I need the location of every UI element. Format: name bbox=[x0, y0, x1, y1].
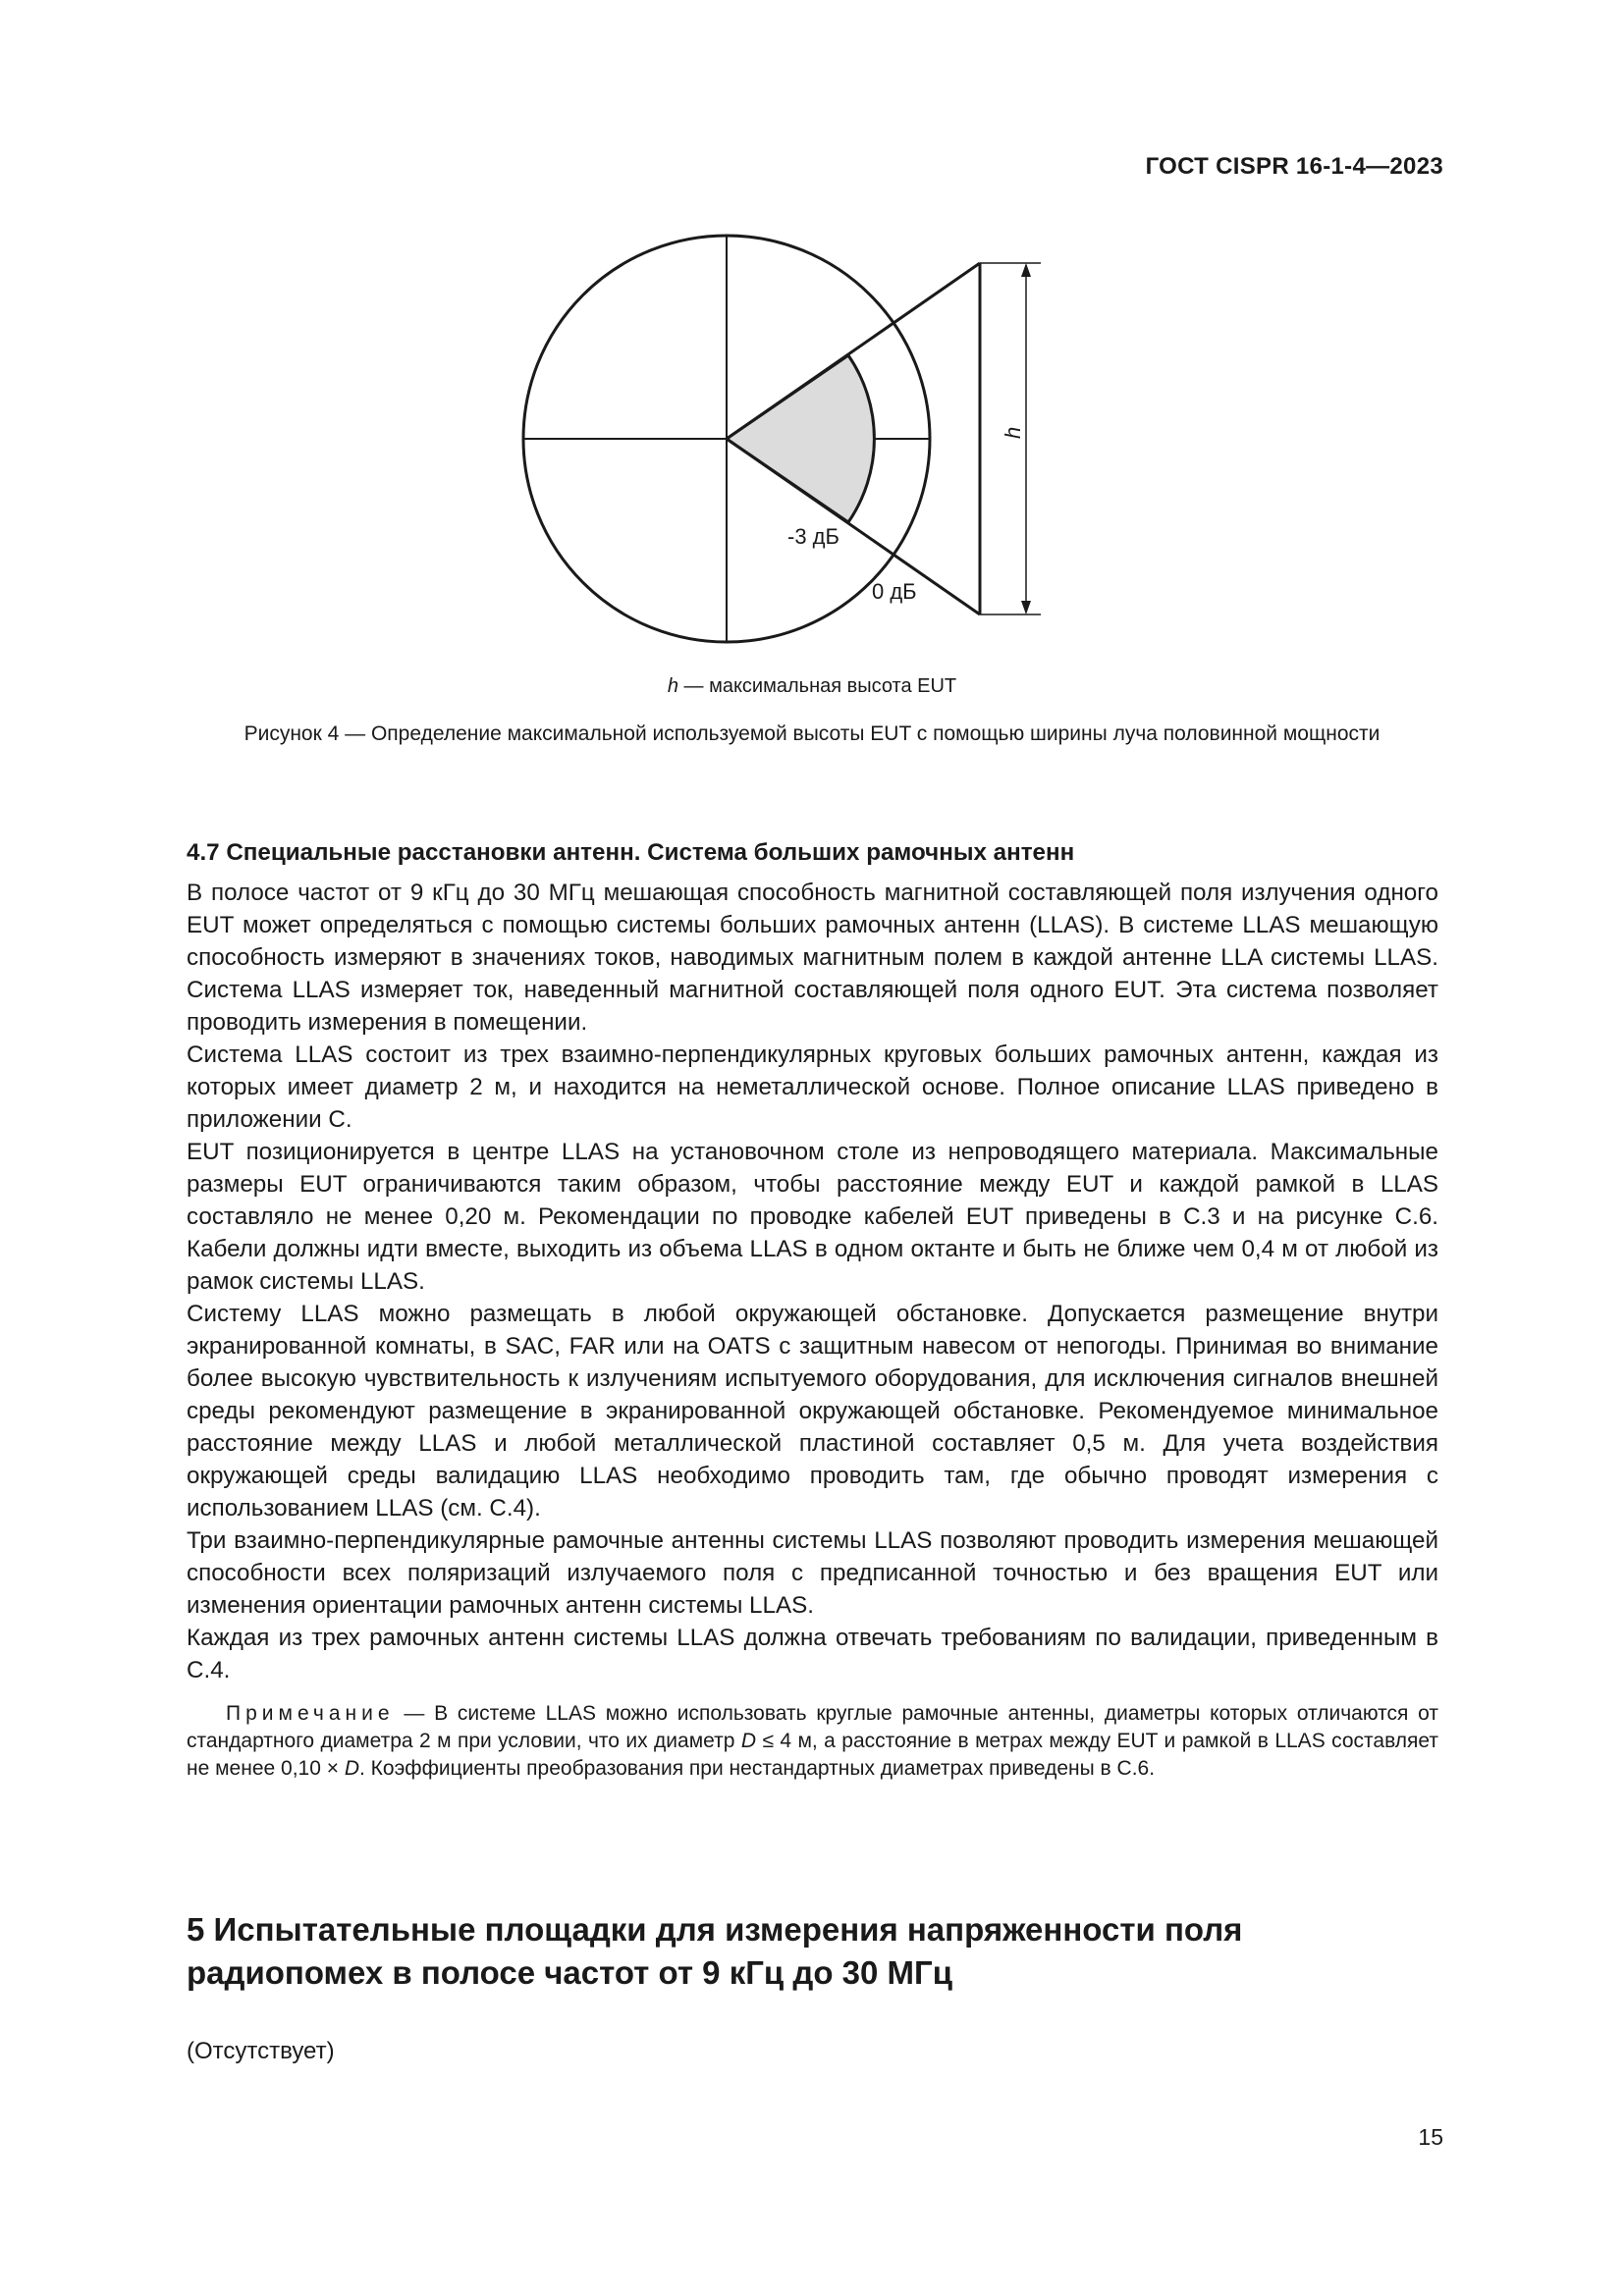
note-variable: D bbox=[344, 1757, 359, 1780]
paragraph: Три взаимно-перпендикулярные рамочные антенны системы LLAS позволяют проводить измерения мешающей способности всех поляризаций излучаемого поля с предписанной точностью и без вращения EUT или изменения ориентации рамочных антенн системы LLAS. bbox=[187, 1527, 1438, 1619]
note-variable: D bbox=[740, 1730, 757, 1752]
page-number: 15 bbox=[1418, 2124, 1443, 2150]
note bbox=[187, 1700, 1438, 1783]
paragraph: Система LLAS состоит из трех взаимно-перпендикулярных круговых больших рамочных антенн, каждая из которых имеет диаметр 2 м, и находится на неметаллической основе. Полное описание LLAS приведено в приложении С. bbox=[187, 1041, 1438, 1133]
section-5-heading-line: радиопомех в полосе частот от 9 кГц до 30 МГц bbox=[187, 1954, 953, 1991]
label-minus-3db: -3 дБ bbox=[787, 524, 839, 549]
paragraph: Каждая из трех рамочных антенн системы LLAS должна отвечать требованиям по валидации, приведенным в С.4. bbox=[187, 1625, 1438, 1683]
label-h: h bbox=[1001, 426, 1025, 439]
section-5-heading-line: 5 Испытательные площадки для измерения напряженности поля bbox=[187, 1911, 1243, 1948]
figure-legend bbox=[0, 675, 1624, 698]
figure-4-diagram bbox=[0, 0, 1624, 687]
legend-symbol: h bbox=[667, 675, 678, 697]
section-5-heading bbox=[187, 1908, 1365, 1995]
note-text-part: — В системе LLAS можно использовать круглые рамочные антенны, диаметры которых отличаются от стандартного диаметра 2 м при условии, что их диаметр bbox=[187, 1702, 1438, 1752]
legend-text: — максимальная высота EUT bbox=[677, 675, 957, 697]
paragraph-text: В полосе частот от 9 кГц до 30 МГц мешающая способность магнитной составляющей поля излучения одного EUT может определяться с помощью системы больших рамочных антенн (LLAS). В системе LLAS мешающую способность измеряют в значениях токов, наводимых магнитным полем в каждой антенне LLA системы LLAS. Система LLAS измеряет ток, наведенный магнитной составляющей поля одного EUT. Эта система позволяет проводить измерения в помещении. bbox=[187, 880, 1438, 1036]
note-label: Примечание bbox=[226, 1702, 395, 1725]
document-standard-id: ГОСТ CISPR 16-1-4—2023 bbox=[1145, 153, 1443, 180]
section-5-body: (Отсутствует) bbox=[187, 2038, 335, 2064]
figure-caption: Рисунок 4 — Определение максимальной используемой высоты EUT с помощью ширины луча половинной мощности bbox=[244, 722, 1380, 745]
note-text-part: . Коэффициенты преобразования при нестандартных диаметрах приведены в С.6. bbox=[359, 1757, 1156, 1780]
paragraph: EUT позиционируется в центре LLAS на установочном столе из непроводящего материала. Максимальные размеры EUT ограничиваются таким образом, чтобы расстояние между EUT и каждой рамкой в LLAS составляло не менее 0,20 м. Рекомендации по проводке кабелей EUT приведены в С.3 и на рисунке С.6. Кабели должны идти вместе, выходить из объема LLAS в одном октанте и быть не ближе чем 0,4 м от любой из рамок системы LLAS. bbox=[187, 1139, 1438, 1295]
label-0db: 0 дБ bbox=[872, 579, 917, 604]
paragraph bbox=[187, 877, 1438, 1039]
paragraph: Систему LLAS можно размещать в любой окружающей обстановке. Допускается размещение внутри экранированной комнаты, в SAC, FAR или на OATS с защитным навесом от непогоды. Принимая во внимание более высокую чувствительность к излучениям испытуемого оборудования, для исключения сигналов внешней среды рекомендуют размещение в экранированной окружающей обстановке. Рекомендуемое минимальное расстояние между LLAS и любой металлической пластиной составляет 0,5 м. Для учета воздействия окружающей среды валидацию LLAS необходимо проводить там, где обычно проводят измерения с использованием LLAS (см. С.4). bbox=[187, 1301, 1438, 1522]
half-power-sector bbox=[727, 355, 874, 522]
note-text-part: ≤ 4 м, а расстояние в метрах между EUT и рамкой в LLAS составляет не менее 0,10 × bbox=[187, 1730, 1438, 1780]
section-4-7-heading: 4.7 Специальные расстановки антенн. Система больших рамочных антенн bbox=[187, 839, 1075, 866]
section-4-7 bbox=[187, 836, 1438, 1783]
